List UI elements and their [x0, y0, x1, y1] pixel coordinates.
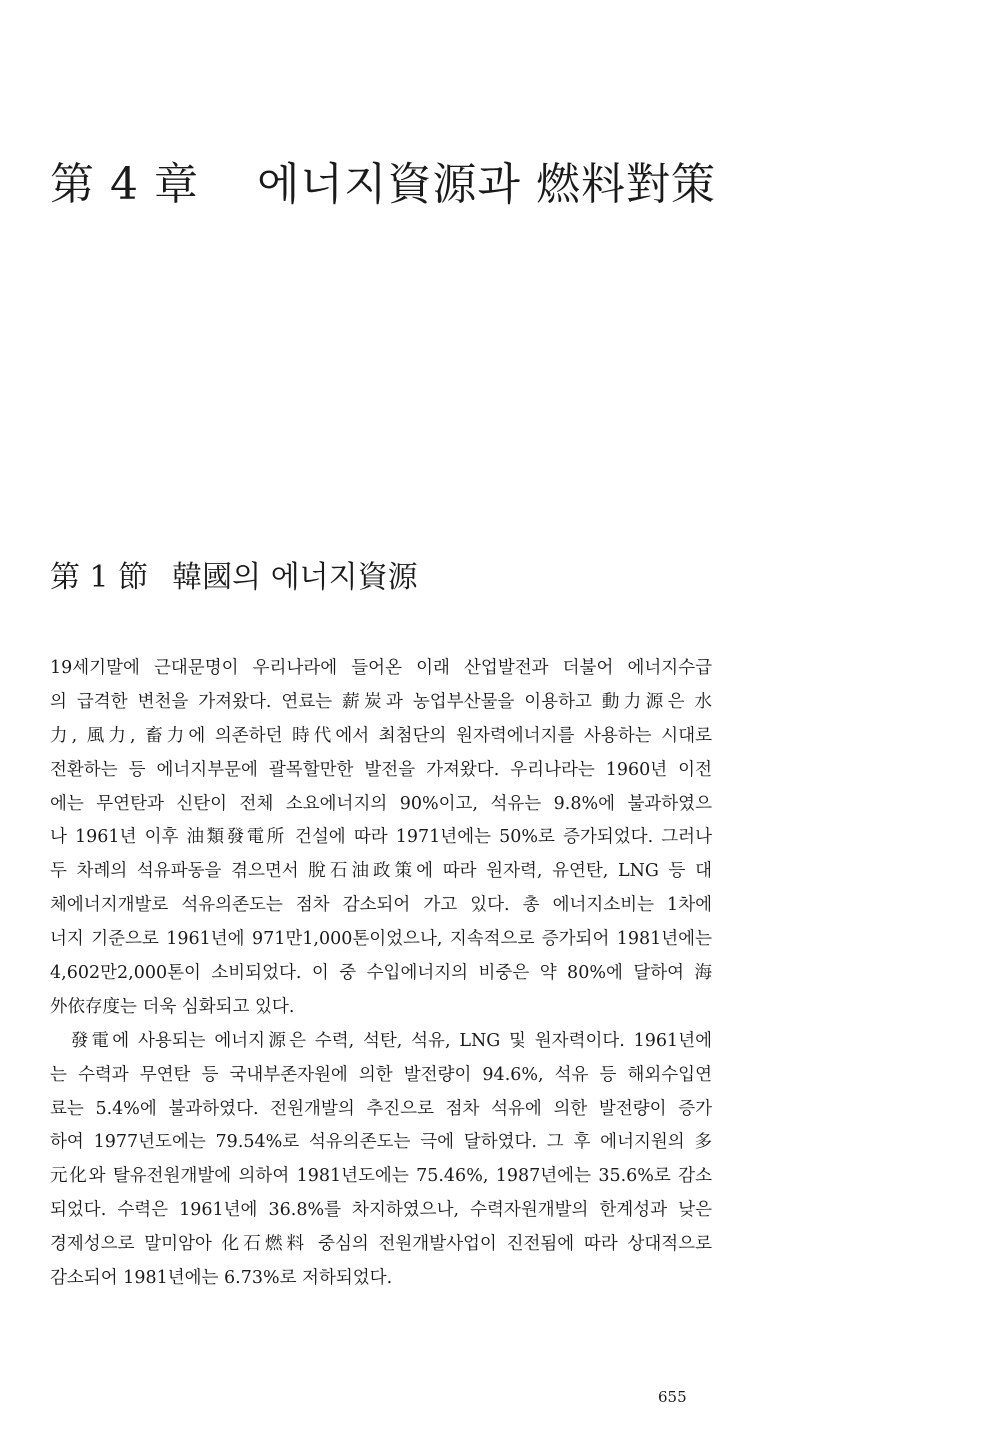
text-line: 하여 1977년도에는 79.54%로 석유의존도는 극에 달하였다. 그 후 에너지원의 多	[50, 1132, 712, 1153]
text-line: 4,602만2,000톤이 소비되었다. 이 중 수입에너지의 비중은 약 80%에 달하여 海	[50, 963, 712, 984]
chapter-heading-text: 에너지資源과 燃料對策	[256, 159, 716, 210]
text-line: 나 1961년 이후 油類發電所 건설에 따라 1971년에는 50%로 증가되었다. 그러나	[50, 827, 712, 848]
text-line: 경제성으로 말미암아 化石燃料 중심의 전원개발사업이 진전됨에 따라 상대적으로	[50, 1234, 712, 1255]
text-line: 감소되어 1981년에는 6.73%로 저하되었다.	[50, 1268, 393, 1289]
section-title	[50, 552, 418, 596]
text-line: 료는 5.4%에 불과하였다. 전원개발의 추진으로 점차 석유에 의한 발전량이 증가	[50, 1098, 712, 1119]
text-line: 에는 무연탄과 신탄이 전체 소요에너지의 90%이고, 석유는 9.8%에 불과하였으	[50, 793, 712, 814]
chapter-title	[50, 148, 716, 212]
paragraph	[50, 1025, 712, 1296]
text-line: 19세기말에 근대문명이 우리나라에 들어온 이래 산업발전과 더불어 에너지수급	[50, 658, 712, 678]
text-line: 發電에 사용되는 에너지源은 수력, 석탄, 석유, LNG 및 원자력이다. 1961년에	[50, 1030, 712, 1051]
text-line: 너지 기준으로 1961년에 971만1,000톤이었으나, 지속적으로 증가되어 1981년에는	[50, 929, 712, 950]
text-line: 되었다. 수력은 1961년에 36.8%를 차지하였으나, 수력자원개발의 한계성과 낮은	[50, 1200, 712, 1221]
text-line: 의 급격한 변천을 가져왔다. 연료는 薪炭과 농업부산물을 이용하고 動力源은 水	[50, 691, 712, 712]
page-number: 655	[658, 1388, 687, 1406]
body-text	[50, 652, 712, 1296]
chapter-number: 第 4 章	[50, 159, 199, 210]
text-line: 元化와 탈유전원개발에 의하여 1981년도에는 75.46%, 1987년에는 35.6%로 감소	[50, 1166, 712, 1187]
text-line: 力, 風力, 畜力에 의존하던 時代에서 최첨단의 원자력에너지를 사용하는 시대로	[50, 725, 712, 746]
text-line: 체에너지개발로 석유의존도는 점차 감소되어 가고 있다. 총 에너지소비는 1차에	[50, 895, 712, 916]
text-line: 전환하는 등 에너지부문에 괄목할만한 발전을 가져왔다. 우리나라는 1960년 이전	[50, 759, 712, 780]
paragraph	[50, 652, 712, 1025]
text-line: 두 차례의 석유파동을 겪으면서 脫石油政策에 따라 원자력, 유연탄, LNG 등 대	[50, 861, 712, 882]
section-number: 第 1 節	[50, 560, 149, 595]
text-line: 는 수력과 무연탄 등 국내부존자원에 의한 발전량이 94.6%, 석유 등 해외수입연	[50, 1064, 712, 1085]
text-line: 外依存度는 더욱 심화되고 있다.	[50, 996, 295, 1017]
section-heading-text: 韓國의 에너지資源	[172, 560, 418, 595]
